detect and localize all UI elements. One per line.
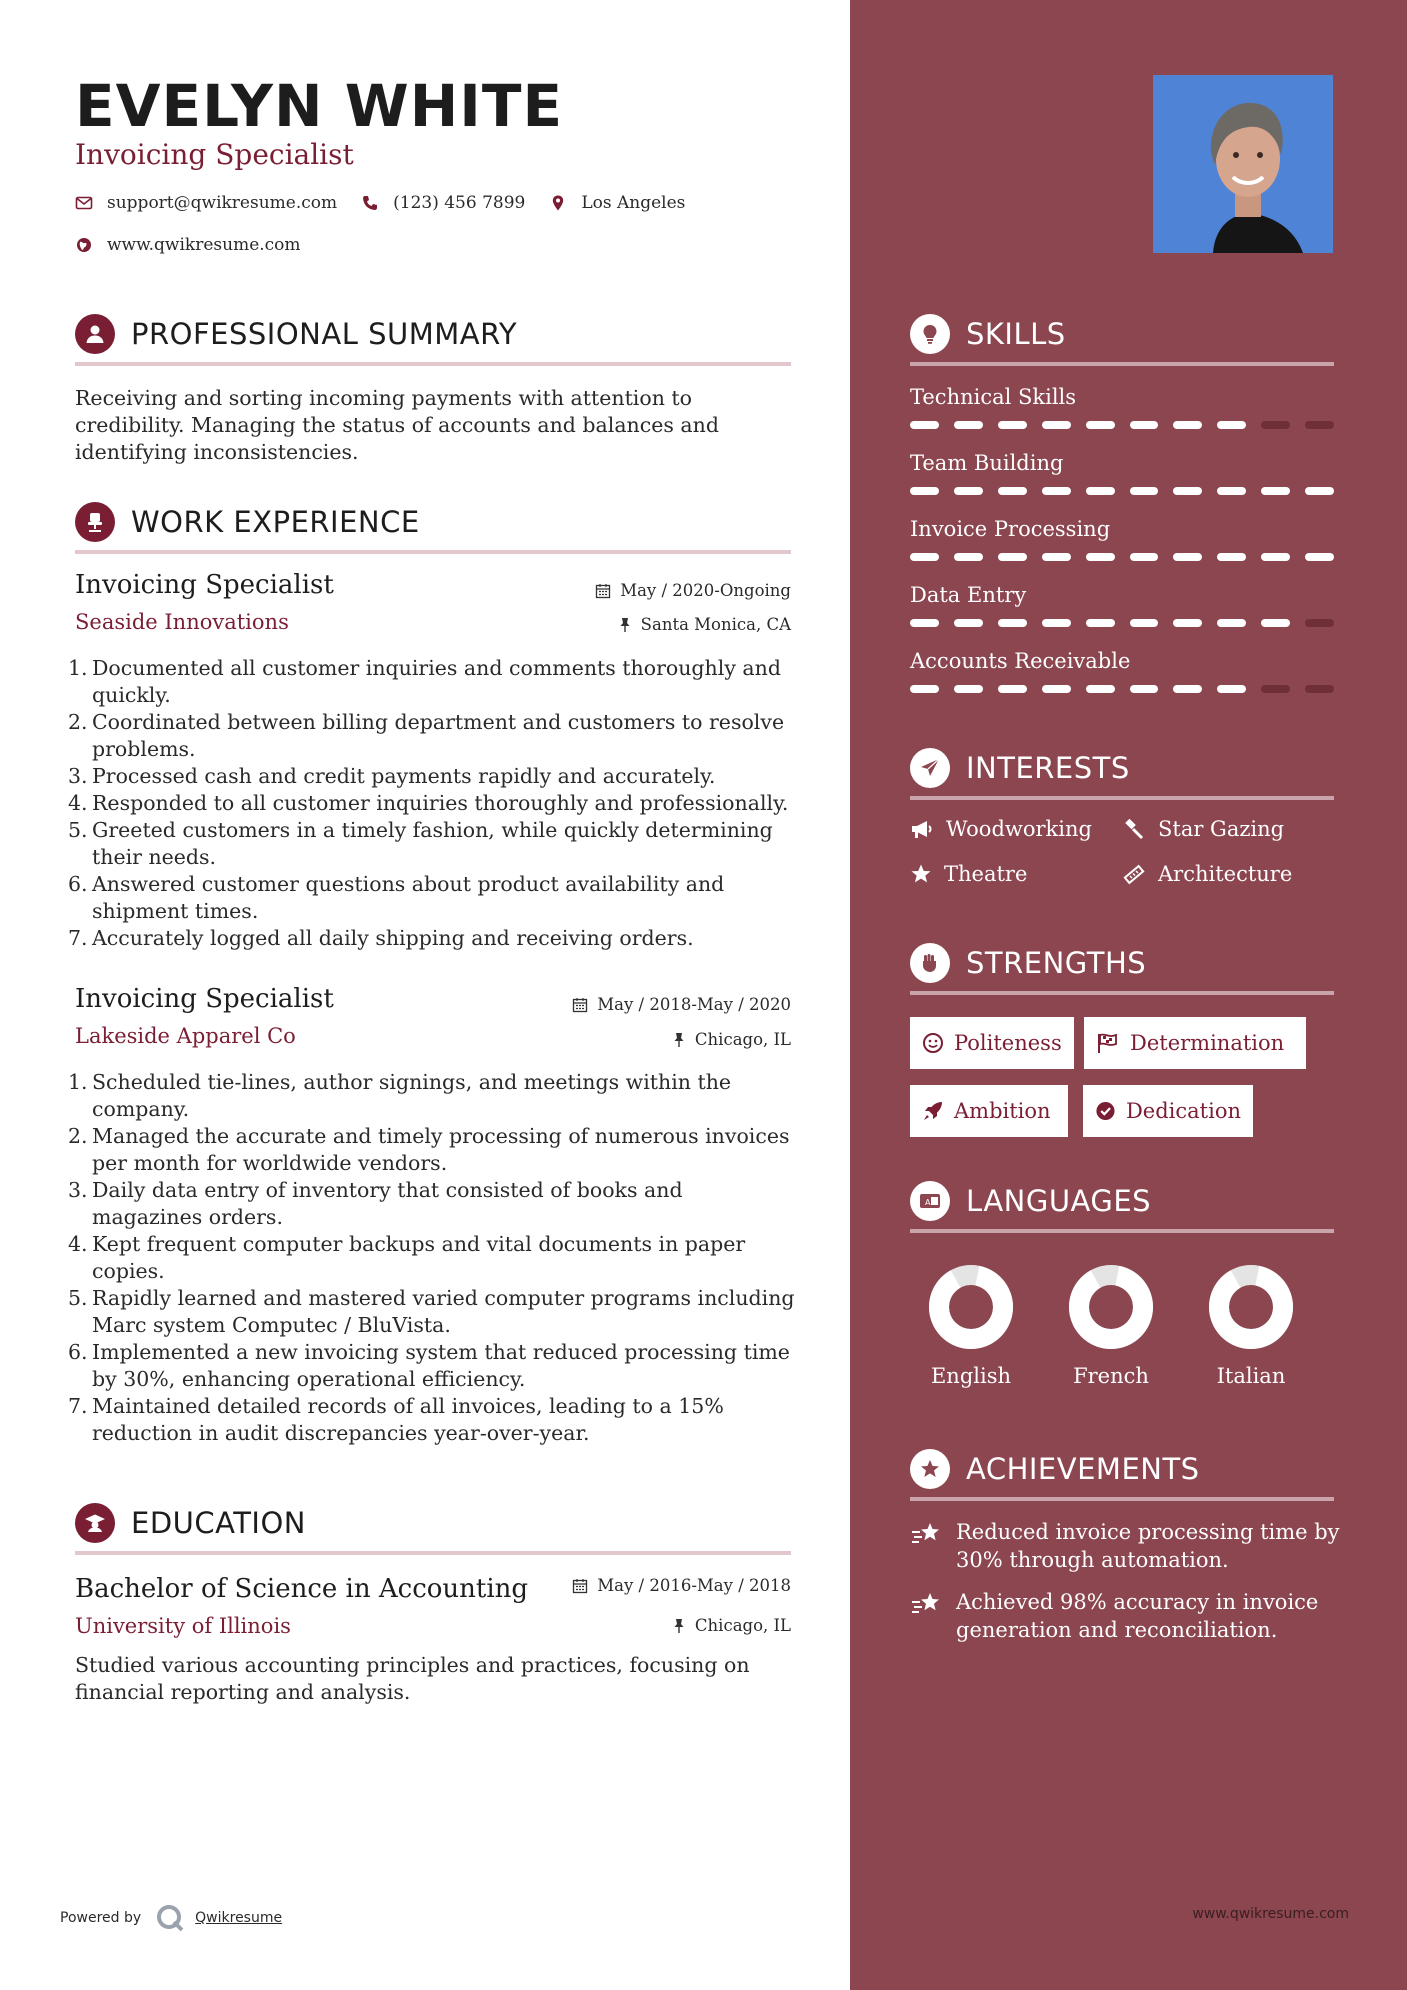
footer-powered — [60, 1903, 282, 1933]
list-item: Kept frequent computer backups and vital documents in paper copies. — [92, 1232, 746, 1283]
megaphone-icon — [910, 818, 934, 840]
skill-dot — [1130, 685, 1159, 693]
skill-dot — [1261, 421, 1290, 429]
skill-dot — [998, 421, 1027, 429]
strength-chip — [910, 1085, 1068, 1137]
skill-meter — [910, 487, 1334, 495]
skill-name: Data Entry — [910, 583, 1027, 607]
skill-name: Team Building — [910, 451, 1064, 475]
strength-label: Dedication — [1125, 1099, 1241, 1123]
achievement-item — [910, 1588, 1340, 1644]
list-item: Greeted customers in a timely fashion, while quickly determining their needs. — [92, 818, 773, 869]
sidebar — [850, 0, 1407, 1990]
job-2-location — [391, 1030, 791, 1049]
star-icon — [910, 863, 932, 885]
achievement-item — [910, 1518, 1340, 1574]
list-item: Daily data entry of inventory that consisted of books and magazines orders. — [92, 1178, 683, 1229]
list-item: Scheduled tie-lines, author signings, and meetings within the company. — [92, 1070, 732, 1121]
interest-label: Woodworking — [946, 817, 1092, 841]
flag-checkered-icon — [1096, 1032, 1120, 1054]
skill-dot — [954, 487, 983, 495]
skill-dot — [910, 685, 939, 693]
skill-dot — [954, 421, 983, 429]
list-item: Accurately logged all daily shipping and receiving orders. — [92, 926, 694, 950]
graduate-icon — [75, 1503, 115, 1543]
globe-icon — [75, 236, 93, 254]
education-dates — [391, 1576, 791, 1595]
skill-dot — [910, 619, 939, 627]
shooting-star-icon — [910, 1590, 942, 1618]
website-row — [75, 235, 325, 255]
skill-dot — [1305, 685, 1334, 693]
candidate-role: Invoicing Specialist — [75, 138, 354, 171]
job-1-title: Invoicing Specialist — [75, 570, 334, 600]
brand-link[interactable]: Qwikresume — [195, 1910, 283, 1926]
footer-website[interactable]: www.qwikresume.com — [1192, 1906, 1349, 1922]
language-ring-fill — [939, 1276, 1003, 1339]
strengths-header — [910, 935, 1334, 995]
phone-icon — [361, 194, 379, 212]
rocket-icon — [922, 1100, 944, 1122]
skill-dot — [998, 685, 1027, 693]
skills-title: SKILLS — [966, 317, 1066, 351]
skill-dot — [1042, 619, 1071, 627]
calendar-icon — [572, 1578, 588, 1594]
skill-dot — [1305, 421, 1334, 429]
skill-dot — [1217, 553, 1246, 561]
experience-title: WORK EXPERIENCE — [131, 505, 420, 539]
portrait-illustration — [1153, 75, 1333, 253]
pushpin-icon — [672, 1032, 686, 1048]
interest-item — [910, 862, 1027, 886]
strengths-title: STRENGTHS — [966, 946, 1147, 980]
education-title: EDUCATION — [131, 1506, 307, 1540]
lightbulb-icon — [910, 314, 950, 354]
skill-dot — [1261, 553, 1290, 561]
summary-title: PROFESSIONAL SUMMARY — [131, 317, 518, 351]
skill-dot — [1130, 421, 1159, 429]
skill-dot — [1173, 487, 1202, 495]
interest-label: Theatre — [944, 862, 1028, 886]
skill-dot — [954, 685, 983, 693]
experience-header — [75, 494, 791, 554]
skill-dot — [1261, 619, 1290, 627]
languages-title: LANGUAGES — [966, 1184, 1152, 1218]
location-text: Los Angeles — [581, 193, 686, 213]
skill-meter — [910, 553, 1334, 561]
location-item — [549, 193, 685, 213]
achievement-text: Achieved 98% accuracy in invoice generation and reconciliation. — [956, 1590, 1319, 1642]
skill-dot — [1305, 619, 1334, 627]
language-name: French — [1073, 1364, 1149, 1388]
qwikresume-logo-icon — [155, 1903, 185, 1933]
skill-dot — [1086, 685, 1115, 693]
skills-header — [910, 306, 1334, 366]
education-text: Studied various accounting principles and practices, focusing on financial reporting and analysis. — [75, 1653, 750, 1704]
skill-name: Accounts Receivable — [910, 649, 1131, 673]
user-icon — [75, 314, 115, 354]
fist-icon — [910, 943, 950, 983]
job-1-dates — [391, 581, 791, 600]
skill-dot — [1042, 487, 1071, 495]
job-2-dates — [391, 995, 791, 1014]
gavel-icon — [1122, 818, 1146, 840]
skill-dot — [1261, 487, 1290, 495]
paper-plane-icon — [910, 748, 950, 788]
skill-dot — [998, 619, 1027, 627]
interests-title: INTERESTS — [966, 751, 1130, 785]
skill-row — [910, 649, 1334, 693]
job-2-dates-text: May / 2018-May / 2020 — [597, 995, 791, 1014]
language-name: Italian — [1216, 1364, 1286, 1388]
interest-item — [1122, 817, 1284, 841]
skill-row — [910, 583, 1334, 627]
candidate-name: EVELYN WHITE — [75, 72, 564, 140]
language-ring — [911, 1262, 1031, 1352]
check-circle-icon — [1095, 1100, 1116, 1122]
skill-row — [910, 451, 1334, 495]
job-1-company: Seaside Innovations — [75, 610, 289, 634]
pushpin-icon — [672, 1618, 686, 1634]
language-icon — [910, 1181, 950, 1221]
skill-dot — [1173, 685, 1202, 693]
list-item: Rapidly learned and mastered varied computer programs including Marc system Computec / BluVista. — [92, 1286, 795, 1337]
skill-meter — [910, 685, 1334, 693]
office-chair-icon — [75, 502, 115, 542]
skill-dot — [1217, 421, 1246, 429]
skill-dot — [1130, 619, 1159, 627]
skill-dot — [910, 487, 939, 495]
job-1-location-text: Santa Monica, CA — [640, 615, 791, 634]
language-ring-fill — [1219, 1276, 1283, 1339]
strength-label: Determination — [1130, 1031, 1285, 1055]
shooting-star-icon — [910, 1520, 942, 1548]
skill-dot — [1261, 685, 1290, 693]
phone-text: (123) 456 7899 — [393, 193, 526, 213]
ruler-pencil-icon — [1122, 863, 1146, 885]
skill-dot — [1130, 553, 1159, 561]
school-name: University of Illinois — [75, 1614, 291, 1638]
email-text: support@qwikresume.com — [107, 193, 338, 213]
skill-dot — [1042, 553, 1071, 561]
job-1-list — [68, 655, 798, 952]
calendar-icon — [595, 583, 611, 599]
interest-label: Architecture — [1158, 862, 1293, 886]
language-item — [1191, 1262, 1311, 1388]
education-location — [391, 1616, 791, 1635]
website-text: www.qwikresume.com — [107, 235, 301, 255]
skill-dot — [1086, 487, 1115, 495]
strength-label: Ambition — [954, 1099, 1051, 1123]
skill-dot — [1217, 487, 1246, 495]
language-item — [911, 1262, 1031, 1388]
job-2-title: Invoicing Specialist — [75, 984, 334, 1014]
job-2-company: Lakeside Apparel Co — [75, 1024, 296, 1048]
interest-item — [910, 817, 1092, 841]
map-marker-icon — [549, 194, 567, 212]
skill-dot — [1305, 553, 1334, 561]
interest-label: Star Gazing — [1158, 817, 1285, 841]
skill-dot — [910, 421, 939, 429]
list-item: Managed the accurate and timely processing of numerous invoices per month for worldwide vendors. — [92, 1124, 790, 1175]
list-item: Maintained detailed records of all invoices, leading to a 15% reduction in audit discrepancies year-over-year. — [92, 1394, 724, 1445]
strength-chip — [1084, 1017, 1306, 1069]
achievements-title: ACHIEVEMENTS — [966, 1452, 1200, 1486]
pushpin-icon — [618, 617, 632, 633]
skill-dot — [1217, 619, 1246, 627]
contact-row — [75, 193, 709, 213]
skill-dot — [910, 553, 939, 561]
skill-dot — [1042, 685, 1071, 693]
strength-label: Politeness — [954, 1031, 1062, 1055]
languages-header — [910, 1173, 1334, 1233]
envelope-icon — [75, 194, 93, 212]
skill-dot — [1217, 685, 1246, 693]
email-item[interactable] — [75, 193, 337, 213]
skill-row — [910, 385, 1334, 429]
interests-header — [910, 740, 1334, 800]
skill-dot — [1173, 553, 1202, 561]
skill-dot — [1086, 553, 1115, 561]
profile-photo — [1153, 75, 1333, 253]
list-item: Implemented a new invoicing system that reduced processing time by 30%, enhancing operational efficiency. — [92, 1340, 790, 1391]
summary-header — [75, 306, 791, 366]
skill-dot — [1173, 421, 1202, 429]
language-ring — [1051, 1262, 1171, 1352]
language-ring — [1191, 1262, 1311, 1352]
list-item: Documented all customer inquiries and comments thoroughly and quickly. — [92, 656, 781, 707]
list-item: Coordinated between billing department and customers to resolve problems. — [92, 710, 785, 761]
achievement-text: Reduced invoice processing time by 30% through automation. — [956, 1520, 1340, 1572]
skill-dot — [1086, 421, 1115, 429]
powered-text: Powered by — [60, 1910, 142, 1926]
education-dates-text: May / 2016-May / 2018 — [597, 1576, 791, 1595]
language-name: English — [930, 1364, 1012, 1388]
skill-dot — [1305, 487, 1334, 495]
language-item — [1051, 1262, 1171, 1388]
language-ring-fill — [1079, 1276, 1143, 1339]
skill-dot — [1130, 487, 1159, 495]
skill-dot — [1042, 421, 1071, 429]
education-location-text: Chicago, IL — [694, 1616, 791, 1635]
skill-dot — [998, 553, 1027, 561]
skill-dot — [954, 619, 983, 627]
job-1-location — [391, 615, 791, 634]
list-item: Answered customer questions about product availability and shipment times. — [92, 872, 725, 923]
skill-name: Invoice Processing — [910, 517, 1111, 541]
skill-dot — [1086, 619, 1115, 627]
skill-name: Technical Skills — [910, 385, 1077, 409]
skill-dot — [954, 553, 983, 561]
achievements-header — [910, 1441, 1334, 1501]
phone-item[interactable] — [361, 193, 525, 213]
job-2-location-text: Chicago, IL — [694, 1030, 791, 1049]
skill-dot — [1173, 619, 1202, 627]
strength-chip — [1083, 1085, 1253, 1137]
skill-meter — [910, 619, 1334, 627]
strength-chip — [910, 1017, 1074, 1069]
smile-icon — [922, 1032, 944, 1054]
skill-dot — [998, 487, 1027, 495]
job-2-list — [68, 1069, 798, 1447]
degree-title: Bachelor of Science in Accounting — [75, 1574, 529, 1604]
skill-meter — [910, 421, 1334, 429]
list-item: Responded to all customer inquiries thoroughly and professionally. — [92, 791, 789, 815]
job-1-dates-text: May / 2020-Ongoing — [620, 581, 791, 600]
website-item[interactable] — [75, 235, 301, 255]
list-item: Processed cash and credit payments rapidly and accurately. — [92, 764, 716, 788]
svg-text:A: A — [925, 1198, 931, 1207]
skill-row — [910, 517, 1334, 561]
education-header — [75, 1495, 791, 1555]
calendar-icon — [572, 997, 588, 1013]
star-badge-icon — [910, 1449, 950, 1489]
interest-item — [1122, 862, 1292, 886]
summary-text: Receiving and sorting incoming payments with attention to credibility. Managing the status of accounts and balances and identifying inconsistencies. — [75, 386, 719, 464]
